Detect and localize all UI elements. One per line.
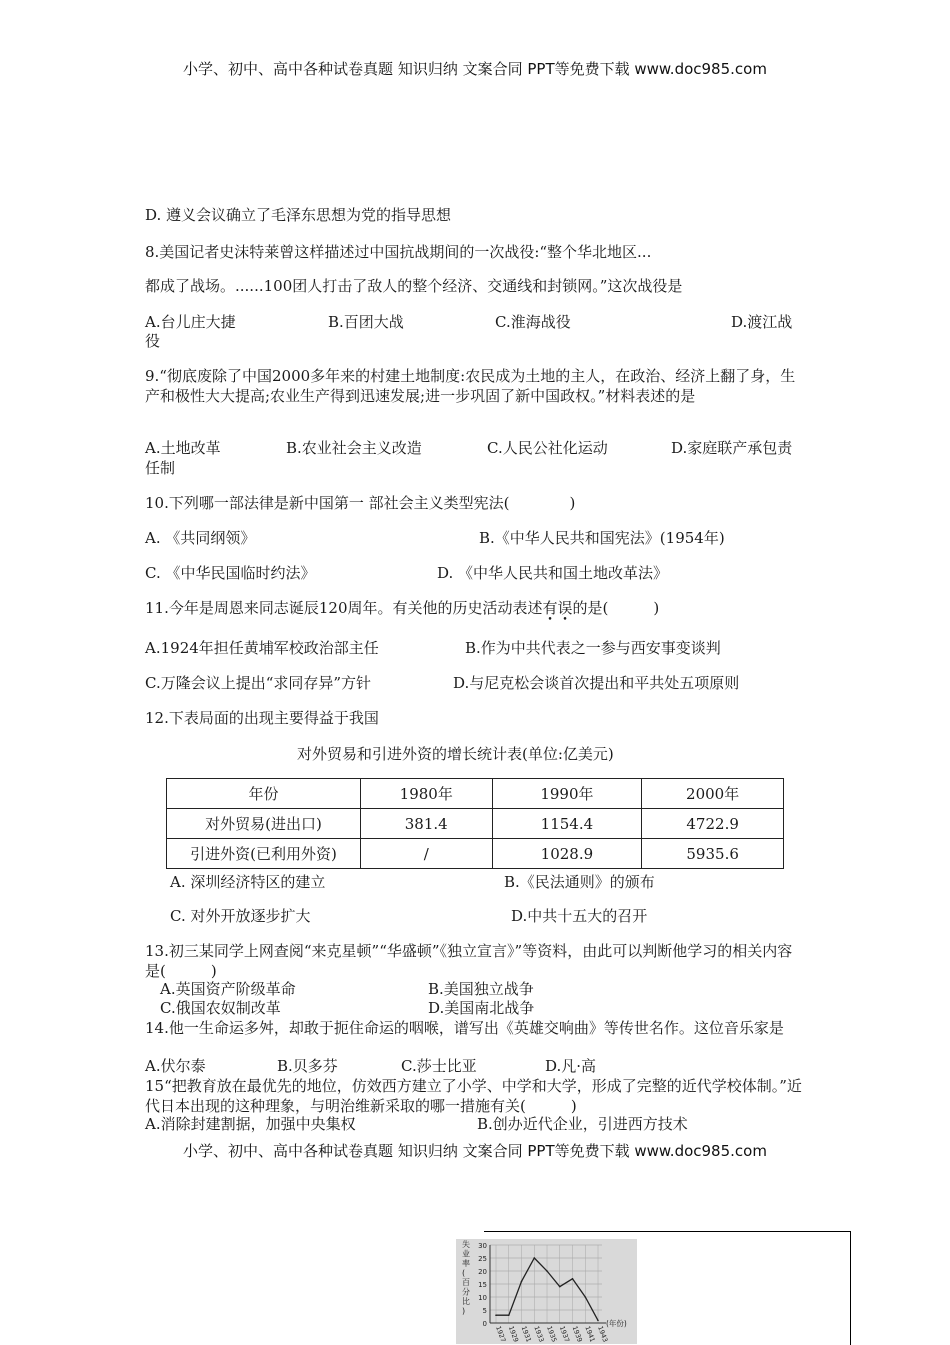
table-header-cell: 年份 <box>167 779 361 809</box>
chart-data-point <box>584 1296 586 1298</box>
table-cell: 对外贸易(进出口) <box>167 809 361 839</box>
q13-stem: 13.初三某同学上网查阅“来克星顿”“华盛顿”《独立宣言》”等资料，由此可以判断他学习的相关内容是( ) <box>145 942 793 980</box>
q13-option-c: C.俄国农奴制改革 <box>160 999 281 1017</box>
q13-option-d: D.美国南北战争 <box>428 999 535 1017</box>
table-header-cell: 1980年 <box>360 779 492 809</box>
q7-option-d: D. 遵义会议确立了毛泽东思想为党的指导思想 <box>145 206 452 224</box>
chart-x-tick-label: 1931 <box>519 1324 533 1344</box>
chart-x-tick-label: 1935 <box>545 1324 559 1344</box>
q10-option-c: C. 《中华民国临时约法》 <box>145 564 316 582</box>
q12-option-c: C. 对外开放逐步扩大 <box>170 907 311 925</box>
q9-option-d: D.家庭联产承包责 <box>671 439 793 457</box>
q10-stem: 10.下列哪一部法律是新中国第一 部社会主义类型宪法( ) <box>145 494 576 512</box>
chart-svg <box>456 1239 637 1344</box>
chart-data-point <box>597 1320 599 1322</box>
q9-option-b: B.农业社会主义改造 <box>286 439 422 457</box>
q11-option-c: C.万隆会议上提出“求同存异”方针 <box>145 674 372 692</box>
q14-option-c: C.莎士比亚 <box>401 1057 477 1075</box>
chart-x-axis-label: (年份) <box>606 1319 627 1328</box>
q14-option-d: D.凡·高 <box>545 1057 597 1075</box>
q10-option-b: B.《中华人民共和国宪法》(1954年) <box>479 529 725 547</box>
chart-data-point <box>546 1270 548 1272</box>
chart-x-tick-label: 1939 <box>570 1324 584 1344</box>
chart-data-point <box>559 1286 561 1288</box>
q11-stem-post: 的是( ) <box>572 599 660 617</box>
chart-data-point <box>572 1278 574 1280</box>
chart-y-tick-label: 10 <box>478 1294 487 1302</box>
table-cell: 1028.9 <box>492 839 642 869</box>
q12-option-d: D.中共十五大的召开 <box>511 907 648 925</box>
q11-option-a: A.1924年担任黄埔军校政治部主任 <box>145 639 379 657</box>
chart-x-tick-label: 1927 <box>494 1324 508 1344</box>
table-cell: 4722.9 <box>642 809 784 839</box>
table-header-cell: 2000年 <box>642 779 784 809</box>
q11-stem-pre: 11.今年是周恩来同志诞辰120周年。有关他的历史活动表述 <box>145 599 543 617</box>
page-header: 小学、初中、高中各种试卷真题 知识归纳 文案合同 PPT等免费下载 www.doc985.com <box>183 60 767 78</box>
table-header-row <box>167 779 784 809</box>
table-row <box>167 809 784 839</box>
chart-x-tick-label: 1943 <box>596 1324 610 1344</box>
chart-data-point <box>508 1314 510 1316</box>
q11-option-d: D.与尼克松会谈首次提出和平共处五项原则 <box>453 674 740 692</box>
q8-stem-line2: 都成了战场。......100团人打击了敌人的整个经济、交通线和封锁网。”这次战役是 <box>145 277 683 295</box>
q15-option-a: A.消除封建割据，加强中央集权 <box>145 1115 356 1133</box>
q8-stem-line1: 8.美国记者史沫特莱曾这样描述过中国抗战期间的一次战役:“整个华北地区... <box>145 243 652 261</box>
chart-x-tick-label: 1933 <box>532 1324 546 1344</box>
chart-y-tick-label: 25 <box>478 1255 487 1263</box>
chart-y-tick-label: 0 <box>482 1320 487 1328</box>
chart-x-tick-label: 1937 <box>557 1324 572 1344</box>
chart-data-point <box>495 1314 497 1316</box>
q13-option-b: B.美国独立战争 <box>428 980 534 998</box>
q10-option-a: A. 《共同纲领》 <box>145 529 256 547</box>
table-header-cell: 1990年 <box>492 779 642 809</box>
chart-data-point <box>521 1281 523 1283</box>
q12-option-b: B.《民法通则》的颁布 <box>504 873 655 891</box>
q8-option-d-cont: 役 <box>145 332 161 350</box>
q12-stat-table <box>166 778 784 869</box>
table-row <box>167 839 784 869</box>
q9-stem: 9.“彻底废除了中国2000多年来的村建土地制度:农民成为土地的主人，在政治、经济上翻了身，生产和极性大大提高;农业生产得到迅速发展;进一步巩固了新中国政权。”材料表述的是 <box>145 367 796 405</box>
q8-option-c: C.淮海战役 <box>495 313 571 331</box>
chart-y-tick-label: 5 <box>482 1307 487 1315</box>
chart-x-tick-label: 1929 <box>506 1324 521 1344</box>
chart-x-tick-label: 1941 <box>583 1324 597 1344</box>
q9-option-c: C.人民公社化运动 <box>487 439 608 457</box>
table-cell: 引进外资(已利用外资) <box>167 839 361 869</box>
q15-option-b: B.创办近代企业，引进西方技术 <box>477 1115 688 1133</box>
q10-option-d: D. 《中华人民共和国土地改革法》 <box>437 564 669 582</box>
q8-option-d: D.渡江战 <box>731 313 793 331</box>
q9-option-d-cont: 任制 <box>145 459 176 477</box>
table-cell: 5935.6 <box>642 839 784 869</box>
q12-option-a: A. 深圳经济特区的建立 <box>170 873 326 891</box>
table-cell: 381.4 <box>360 809 492 839</box>
chart-y-tick-label: 30 <box>478 1242 487 1250</box>
q14-option-b: B.贝多芬 <box>277 1057 338 1075</box>
q12-table-title: 对外贸易和引进外资的增长统计表(单位:亿美元) <box>297 745 614 763</box>
chart-y-tick-label: 20 <box>478 1268 487 1276</box>
q8-option-a: A.台儿庄大捷 <box>145 313 236 331</box>
chart-y-tick-label: 15 <box>478 1281 487 1289</box>
q8-option-b: B.百团大战 <box>328 313 404 331</box>
unemployment-chart <box>456 1239 637 1344</box>
table-cell: / <box>360 839 492 869</box>
q11-stem <box>145 598 659 618</box>
table-cell: 1154.4 <box>492 809 642 839</box>
page-footer: 小学、初中、高中各种试卷真题 知识归纳 文案合同 PPT等免费下载 www.doc985.com <box>183 1142 767 1160</box>
chart-y-axis-label: 失业率(百分比) <box>462 1240 470 1316</box>
q9-option-a: A.土地改革 <box>145 439 221 457</box>
q14-stem: 14.他一生命运多舛，却敢于扼住命运的咽喉，谱写出《英雄交响曲》等传世名作。这位音乐家是 <box>145 1019 784 1037</box>
q11-emphasis-2: 误 <box>557 599 573 617</box>
q13-option-a: A.英国资产阶级革命 <box>160 980 296 998</box>
q14-option-a: A.伏尔泰 <box>145 1057 206 1075</box>
q12-stem: 12.下表局面的出现主要得益于我国 <box>145 709 379 727</box>
q11-option-b: B.作为中共代表之一参与西安事变谈判 <box>465 639 721 657</box>
chart-data-point <box>533 1257 535 1259</box>
q15-stem: 15“把教育放在最优先的地位，仿效西方建立了小学、中学和大学，形成了完整的近代学校体制。”近代日本出现的这种理象，与明治维新采取的哪一措施有关( ) <box>145 1077 802 1115</box>
q11-emphasis-1: 有 <box>542 599 558 617</box>
